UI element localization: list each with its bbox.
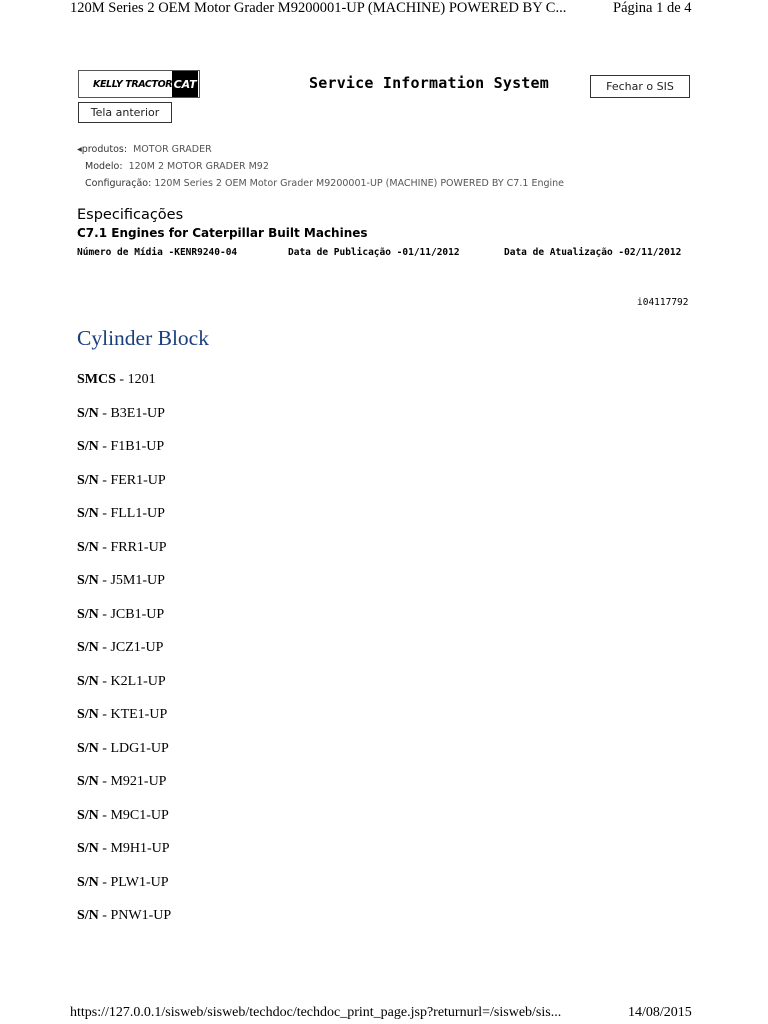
back-arrow-icon[interactable]: ◂ bbox=[77, 144, 82, 155]
serial-number-line bbox=[77, 907, 171, 941]
breadcrumb-config-label: Configuração: bbox=[85, 178, 152, 189]
breadcrumb-modelo-value[interactable]: 120M 2 MOTOR GRADER M92 bbox=[128, 161, 269, 172]
serial-number-value: - LDG1-UP bbox=[98, 740, 169, 756]
breadcrumb-produtos-label: produtos: bbox=[81, 144, 128, 155]
serial-number-list bbox=[77, 371, 171, 941]
serial-number-label: S/N bbox=[77, 506, 99, 521]
serial-number-value: - KTE1-UP bbox=[98, 707, 168, 722]
serial-number-value: - M921-UP bbox=[98, 774, 167, 789]
serial-number-value: - M9H1-UP bbox=[98, 841, 170, 856]
serial-number-line bbox=[77, 673, 171, 707]
serial-number-value: - K2L1-UP bbox=[98, 673, 166, 689]
serial-number-label: S/N bbox=[77, 673, 99, 689]
serial-number-value: - JCZ1-UP bbox=[98, 640, 164, 655]
serial-number-line bbox=[77, 405, 171, 439]
breadcrumb-produtos[interactable] bbox=[77, 144, 212, 155]
serial-number-line bbox=[77, 572, 171, 606]
breadcrumb-modelo-label: Modelo: bbox=[85, 161, 123, 172]
serial-number-value: - FRR1-UP bbox=[98, 539, 167, 555]
breadcrumb-produtos-value[interactable]: MOTOR GRADER bbox=[133, 144, 212, 155]
serial-number-line bbox=[77, 874, 171, 908]
print-header-page-number: Página 1 de 4 bbox=[613, 0, 692, 16]
media-number: Número de Mídia -KENR9240-04 bbox=[77, 247, 238, 258]
serial-number-label: S/N bbox=[77, 841, 99, 856]
serial-number-value: - PNW1-UP bbox=[98, 908, 172, 923]
smcs-value: - 1201 bbox=[115, 372, 156, 387]
serial-number-label: S/N bbox=[77, 707, 99, 722]
serial-number-line bbox=[77, 773, 171, 807]
section-title: Cylinder Block bbox=[77, 326, 209, 350]
back-button[interactable]: Tela anterior bbox=[78, 102, 172, 123]
print-footer-date: 14/08/2015 bbox=[628, 1005, 692, 1020]
breadcrumb-config-value: 120M Series 2 OEM Motor Grader M9200001-UP (MACHINE) POWERED BY C7.1 Engine bbox=[154, 178, 564, 189]
serial-number-label: S/N bbox=[77, 472, 99, 488]
breadcrumb-modelo bbox=[85, 161, 269, 172]
serial-number-line bbox=[77, 840, 171, 874]
print-footer-url: https://127.0.0.1/sisweb/sisweb/techdoc/techdoc_print_page.jsp?returnurl=/sisweb/sis... bbox=[70, 1005, 562, 1020]
serial-number-value: - B3E1-UP bbox=[98, 405, 165, 421]
page-title: Especificações bbox=[77, 207, 184, 223]
serial-number-line bbox=[77, 606, 171, 640]
system-title: Service Information System bbox=[309, 74, 549, 92]
publication-date: Data de Publicação -01/11/2012 bbox=[288, 247, 460, 258]
serial-number-label: S/N bbox=[77, 740, 99, 756]
serial-number-line bbox=[77, 639, 171, 673]
kelly-tractor-cat-logo bbox=[78, 70, 200, 98]
dealer-logo-text: KELLY TRACTOR bbox=[93, 78, 173, 90]
serial-number-line bbox=[77, 706, 171, 740]
serial-number-value: - J5M1-UP bbox=[98, 573, 165, 588]
serial-number-line bbox=[77, 505, 171, 539]
serial-number-value: - FER1-UP bbox=[98, 472, 166, 488]
serial-number-label: S/N bbox=[77, 640, 99, 655]
serial-number-label: S/N bbox=[77, 774, 99, 789]
smcs-label: SMCS bbox=[77, 372, 116, 387]
serial-number-value: - JCB1-UP bbox=[98, 606, 165, 622]
update-date: Data de Atualização -02/11/2012 bbox=[504, 247, 682, 258]
document-subtitle: C7.1 Engines for Caterpillar Built Machines bbox=[77, 226, 368, 240]
serial-number-label: S/N bbox=[77, 405, 99, 421]
serial-number-label: S/N bbox=[77, 606, 99, 622]
document-id: i04117792 bbox=[637, 297, 689, 308]
serial-number-line bbox=[77, 539, 171, 573]
close-sis-button[interactable]: Fechar o SIS bbox=[590, 75, 690, 98]
serial-number-value: - F1B1-UP bbox=[98, 439, 165, 454]
serial-number-line bbox=[77, 740, 171, 774]
serial-number-label: S/N bbox=[77, 807, 99, 823]
serial-number-line bbox=[77, 807, 171, 841]
serial-number-label: S/N bbox=[77, 908, 99, 923]
print-header bbox=[0, 0, 768, 22]
cat-logo-icon: CAT bbox=[172, 71, 198, 97]
serial-number-line bbox=[77, 472, 171, 506]
print-header-title: 120M Series 2 OEM Motor Grader M9200001-UP (MACHINE) POWERED BY C... bbox=[70, 0, 567, 16]
serial-number-value: - FLL1-UP bbox=[98, 506, 165, 521]
serial-number-value: - M9C1-UP bbox=[98, 807, 169, 823]
serial-number-label: S/N bbox=[77, 539, 99, 555]
serial-number-label: S/N bbox=[77, 439, 99, 454]
serial-number-label: S/N bbox=[77, 874, 99, 890]
serial-number-value: - PLW1-UP bbox=[98, 874, 169, 890]
smcs-line bbox=[77, 371, 171, 405]
serial-number-label: S/N bbox=[77, 573, 99, 588]
breadcrumb-configuracao bbox=[85, 178, 564, 189]
serial-number-line bbox=[77, 438, 171, 472]
